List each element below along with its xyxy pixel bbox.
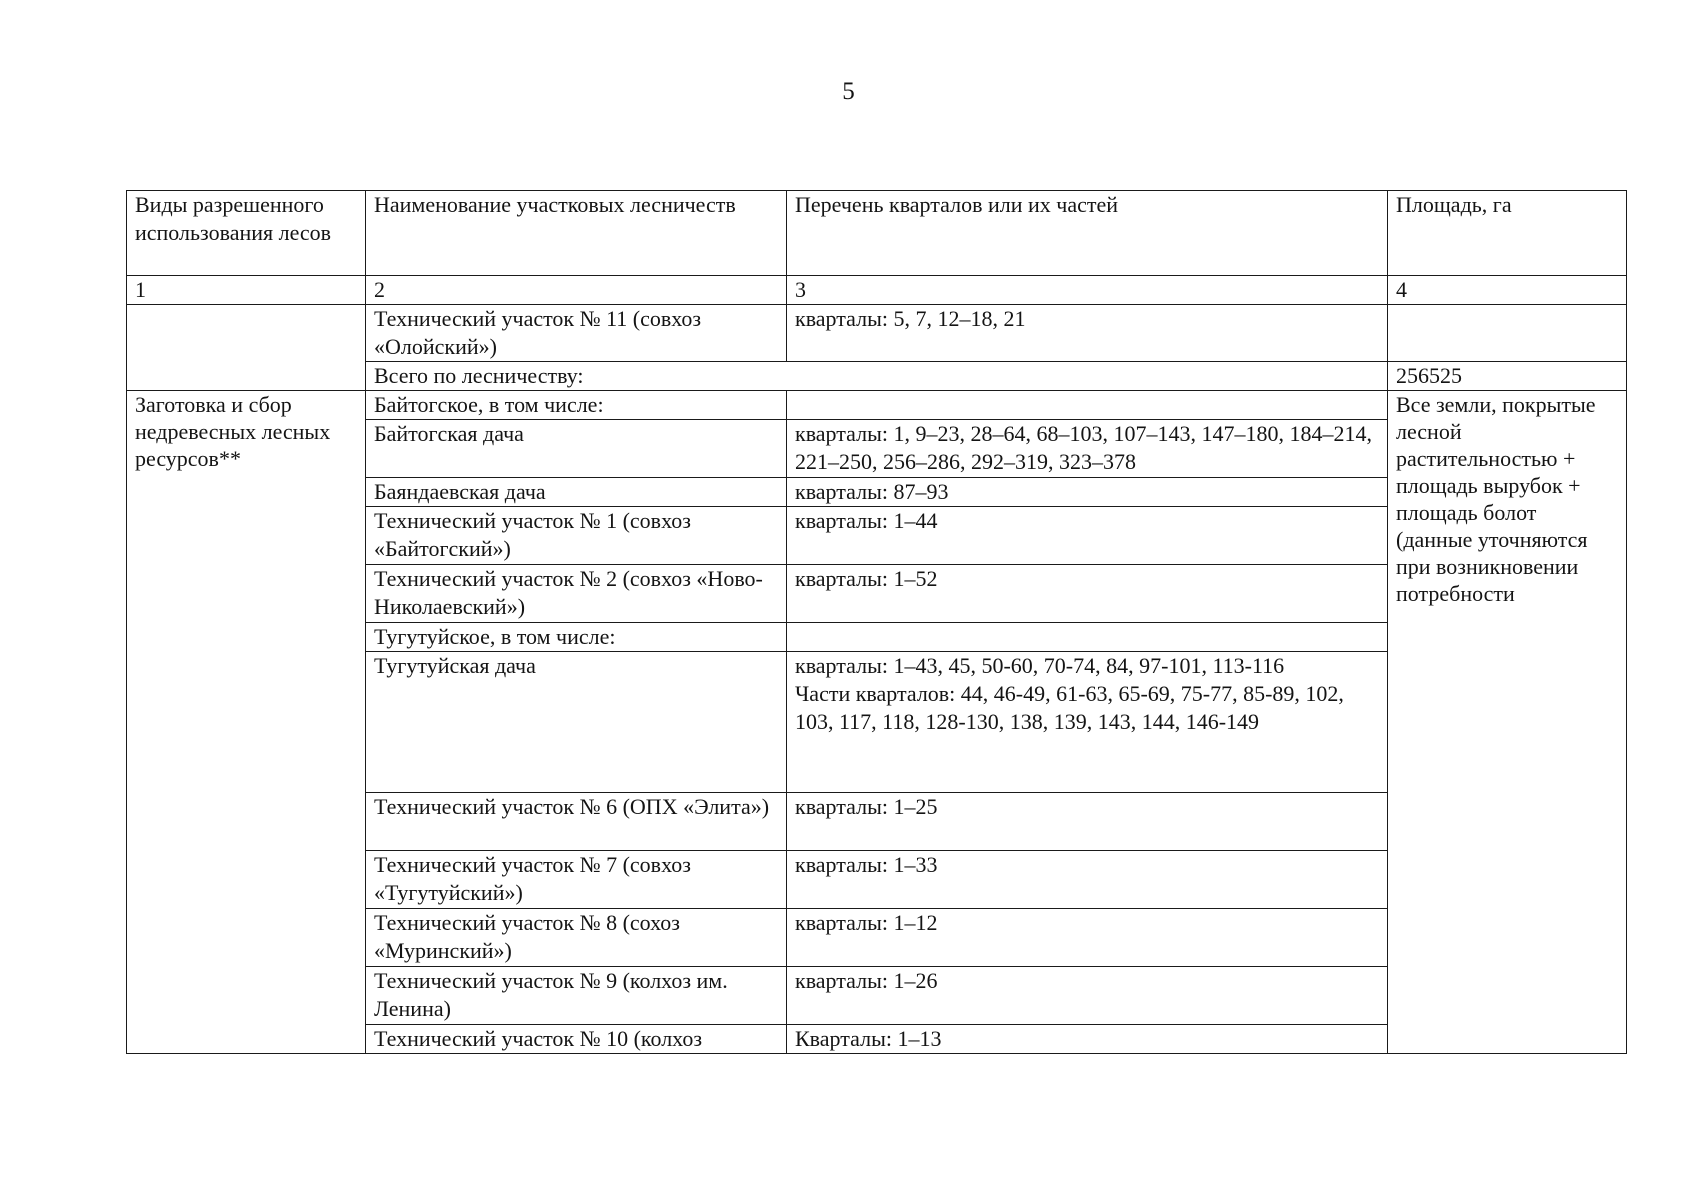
column-number: 1 [127, 276, 366, 305]
total-area-cell: 256525 [1388, 362, 1627, 391]
table-row [127, 305, 1627, 362]
forest-usage-table [126, 190, 1627, 1054]
quarters-cell: кварталы: 87–93 [787, 478, 1388, 507]
table-header-row [127, 191, 1627, 276]
forestry-name-cell: Технический участок № 7 (совхоз «Тугутуйский») [366, 851, 787, 909]
usage-type-cell-empty [127, 305, 366, 391]
usage-type-cell: Заготовка и сбор недревесных лесных ресурсов** [127, 391, 366, 1054]
quarters-cell [787, 623, 1388, 652]
column-number: 4 [1388, 276, 1627, 305]
forestry-name-cell: Баяндаевская дача [366, 478, 787, 507]
forestry-name-cell: Технический участок № 9 (колхоз им. Ленина) [366, 967, 787, 1025]
forestry-name-cell: Технический участок № 8 (сохоз «Муринский») [366, 909, 787, 967]
forestry-name-cell: Технический участок № 2 (совхоз «Ново-Николаевский») [366, 565, 787, 623]
forestry-name-cell: Технический участок № 10 (колхоз [366, 1025, 787, 1054]
column-number-row [127, 276, 1627, 305]
quarters-cell: кварталы: 1–26 [787, 967, 1388, 1025]
column-number: 2 [366, 276, 787, 305]
quarters-cell: кварталы: 1–52 [787, 565, 1388, 623]
quarters-cell: кварталы: 1, 9–23, 28–64, 68–103, 107–143, 147–180, 184–214, 221–250, 256–286, 292–319, 323–378 [787, 420, 1388, 478]
quarters-parts-list: Части кварталов: 44, 46-49, 61-63, 65-69, 75-77, 85-89, 102, 103, 117, 118, 128-130, 138, 139, 143, 144, 146-149 [795, 681, 1344, 734]
forestry-name-cell: Технический участок № 11 (совхоз «Олойский») [366, 305, 787, 362]
quarters-cell [787, 652, 1388, 793]
header-usage-type: Виды разрешенного использования лесов [127, 191, 366, 276]
quarters-cell: кварталы: 5, 7, 12–18, 21 [787, 305, 1388, 362]
page-number: 5 [842, 78, 855, 105]
forestry-name-cell: Байтогское, в том числе: [366, 391, 787, 420]
forestry-name-cell: Тугутуйское, в том числе: [366, 623, 787, 652]
forestry-name-cell: Технический участок № 6 (ОПХ «Элита») [366, 793, 787, 851]
quarters-cell: кварталы: 1–12 [787, 909, 1388, 967]
forestry-name-cell: Байтогская дача [366, 420, 787, 478]
area-note-cell: Все земли, покрытые лесной растительностью + площадь вырубок + площадь болот (данные уточняются при возникновении потребности [1388, 391, 1627, 1054]
quarters-cell: Кварталы: 1–13 [787, 1025, 1388, 1054]
quarters-cell: кварталы: 1–33 [787, 851, 1388, 909]
header-area: Площадь, га [1388, 191, 1627, 276]
table-row [127, 391, 1627, 420]
quarters-cell: кварталы: 1–44 [787, 507, 1388, 565]
header-quarters-list: Перечень кварталов или их частей [787, 191, 1388, 276]
header-forestry-name: Наименование участковых лесничеств [366, 191, 787, 276]
forestry-name-cell: Тугутуйская дача [366, 652, 787, 793]
forestry-name-cell: Технический участок № 1 (совхоз «Байтогский») [366, 507, 787, 565]
total-label-cell: Всего по лесничеству: [366, 362, 1388, 391]
quarters-cell [787, 391, 1388, 420]
column-number: 3 [787, 276, 1388, 305]
area-cell [1388, 305, 1627, 362]
quarters-full-list: кварталы: 1–43, 45, 50-60, 70-74, 84, 97-101, 113-116 [795, 653, 1285, 678]
quarters-cell: кварталы: 1–25 [787, 793, 1388, 851]
